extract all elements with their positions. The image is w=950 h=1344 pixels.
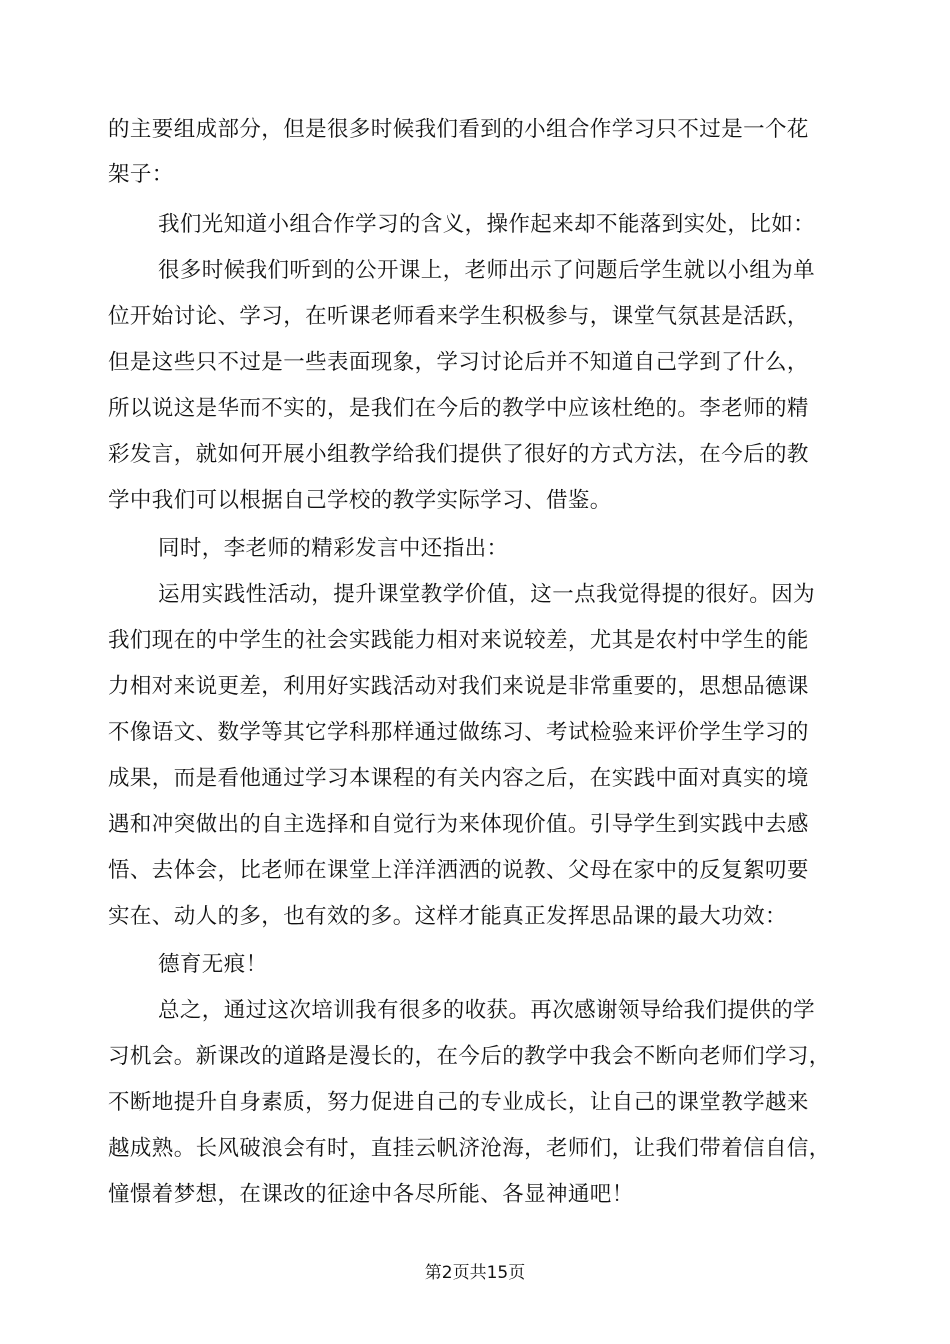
text-line: 憧憬着梦想，在课改的征途中各尽所能、各显神通吧！ <box>108 1182 634 1207</box>
text-line: 所以说这是华而不实的，是我们在今后的教学中应该杜绝的。李老师的精 <box>108 396 809 421</box>
text-line: 德育无痕！ <box>158 952 268 977</box>
text-line: 习机会。新课改的道路是漫长的，在今后的教学中我会不断向老师们学习， <box>108 1044 831 1069</box>
text-line: 越成熟。长风破浪会有时，直挂云帆济沧海，老师们，让我们带着信自信， <box>108 1136 831 1161</box>
text-line: 总之，通过这次培训我有很多的收获。再次感谢领导给我们提供的学 <box>158 998 816 1023</box>
text-line: 实在、动人的多，也有效的多。这样才能真正发挥思品课的最大功效： <box>108 904 787 929</box>
text-line: 运用实践性活动，提升课堂教学价值，这一点我觉得提的很好。因为 <box>158 582 816 607</box>
text-line: 架子： <box>108 162 174 187</box>
text-line: 力相对来说更差，利用好实践活动对我们来说是非常重要的，思想品德课 <box>108 674 809 699</box>
text-line: 位开始讨论、学习，在听课老师看来学生积极参与，课堂气氛甚是活跃， <box>108 304 809 329</box>
text-line: 遇和冲突做出的自主选择和自觉行为来体现价值。引导学生到实践中去感 <box>108 812 809 837</box>
text-line: 很多时候我们听到的公开课上，老师出示了问题后学生就以小组为单 <box>158 258 816 283</box>
text-line: 成果，而是看他通过学习本课程的有关内容之后，在实践中面对真实的境 <box>108 766 809 791</box>
text-line: 但是这些只不过是一些表面现象，学习讨论后并不知道自己学到了什么， <box>108 350 809 375</box>
text-line: 我们光知道小组合作学习的含义，操作起来却不能落到实处，比如： <box>158 212 816 237</box>
text-line: 不像语文、数学等其它学科那样通过做练习、考试检验来评价学生学习的 <box>108 720 809 745</box>
page-number: 第2页共15页 <box>424 1263 526 1283</box>
text-line: 同时，李老师的精彩发言中还指出： <box>158 536 509 561</box>
text-line: 我们现在的中学生的社会实践能力相对来说较差，尤其是农村中学生的能 <box>108 628 809 653</box>
text-line: 不断地提升自身素质，努力促进自己的专业成长，让自己的课堂教学越来 <box>108 1090 809 1115</box>
text-line: 悟、去体会，比老师在课堂上洋洋洒洒的说教、父母在家中的反复絮叨要 <box>108 858 809 883</box>
text-line: 彩发言，就如何开展小组教学给我们提供了很好的方式方法，在今后的教 <box>108 442 809 467</box>
text-line: 学中我们可以根据自己学校的教学实际学习、借鉴。 <box>108 488 612 513</box>
text-line: 的主要组成部分，但是很多时候我们看到的小组合作学习只不过是一个花 <box>108 117 809 142</box>
